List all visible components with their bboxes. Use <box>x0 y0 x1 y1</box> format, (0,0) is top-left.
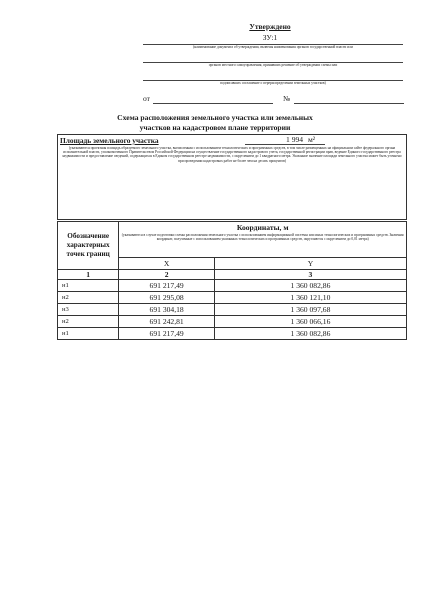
approval-caption-1: (наименование документа об утверждении, включая наименования органов государственной власти или <box>193 45 353 49</box>
approval-doc: ЗУ:1 <box>262 33 278 42</box>
point-name: н2 <box>58 316 119 328</box>
col-index-2: 2 <box>119 270 215 280</box>
table-row <box>58 316 407 328</box>
point-name: н1 <box>58 328 119 340</box>
number-line <box>294 103 404 104</box>
coord-y: 1 360 121,10 <box>214 292 406 304</box>
table-row <box>58 280 407 292</box>
col-index-1: 1 <box>58 270 119 280</box>
header-coords-cell <box>119 222 407 258</box>
table-row <box>58 292 407 304</box>
coord-x: 691 242,81 <box>119 316 215 328</box>
number-label: № <box>283 94 291 103</box>
coord-y: 1 360 066,16 <box>214 316 406 328</box>
area-note: (указываются проектная площадь образуемого земельного участка, вычисленная с использованием технологических и программных средств, в том числе размещенных на официальном сайте федерального органа исполнительной власти, уполномоченного Правительством Российской Федерации на осуществление государственного кадастрового учета, государственной регистрации прав, ведение Единого государственного реестра недвижимости и предоставление сведений, содержащихся в Едином государственном реестре недвижимости, с округлением до 1 квадратного метра. Указанное значение площади земельного участка может быть уточнено при проведении кадастровых работ не более чем на десять процентов) <box>62 146 402 163</box>
coords-note: (указываются в случае подготовки схемы расположения земельного участка с использованием информационной системы или иных технологических и программных средств. Значения координат, полученные с использованием указанных технологических и программных средств, округляются с округлением до 0,01 метра) <box>121 233 404 242</box>
area-value <box>286 135 315 144</box>
point-name: н1 <box>58 280 119 292</box>
coord-x: 691 304,18 <box>119 304 215 316</box>
coord-x: 691 295,08 <box>119 292 215 304</box>
scheme-title-line2: участков на кадастровом плане территории <box>139 123 291 132</box>
coord-y: 1 360 082,86 <box>214 328 406 340</box>
col-x: X <box>119 258 215 270</box>
area-value-unit: м² <box>308 135 316 144</box>
approval-title: Утверждено <box>249 22 291 31</box>
point-name: н2 <box>58 292 119 304</box>
table-header-row <box>58 222 407 258</box>
table-index-row <box>58 270 407 280</box>
coord-y: 1 360 082,86 <box>214 280 406 292</box>
coord-x: 691 217,49 <box>119 328 215 340</box>
date-label: от <box>143 94 150 103</box>
area-value-number: 1 994 <box>286 135 304 144</box>
coord-x: 691 217,49 <box>119 280 215 292</box>
table-row <box>58 304 407 316</box>
coord-y: 1 360 097,68 <box>214 304 406 316</box>
point-name: н3 <box>58 304 119 316</box>
header-points: Обозначение характерных точек границ <box>58 222 119 270</box>
table-row <box>58 328 407 340</box>
coordinates-table <box>57 221 407 340</box>
scheme-title-line1: Схема расположения земельного участка или земельных <box>117 113 313 122</box>
col-y: Y <box>214 258 406 270</box>
header-coords: Координаты, м <box>236 223 289 232</box>
approval-caption-2: органов местного самоуправления, принявших решение об утверждении схемы или <box>208 63 338 67</box>
area-value-line <box>245 144 325 145</box>
approval-caption-3: подписавших соглашение о перераспределении земельных участков) <box>220 81 326 85</box>
area-label: Площадь земельного участка <box>60 136 159 145</box>
date-line <box>153 103 273 104</box>
col-index-3: 3 <box>214 270 406 280</box>
